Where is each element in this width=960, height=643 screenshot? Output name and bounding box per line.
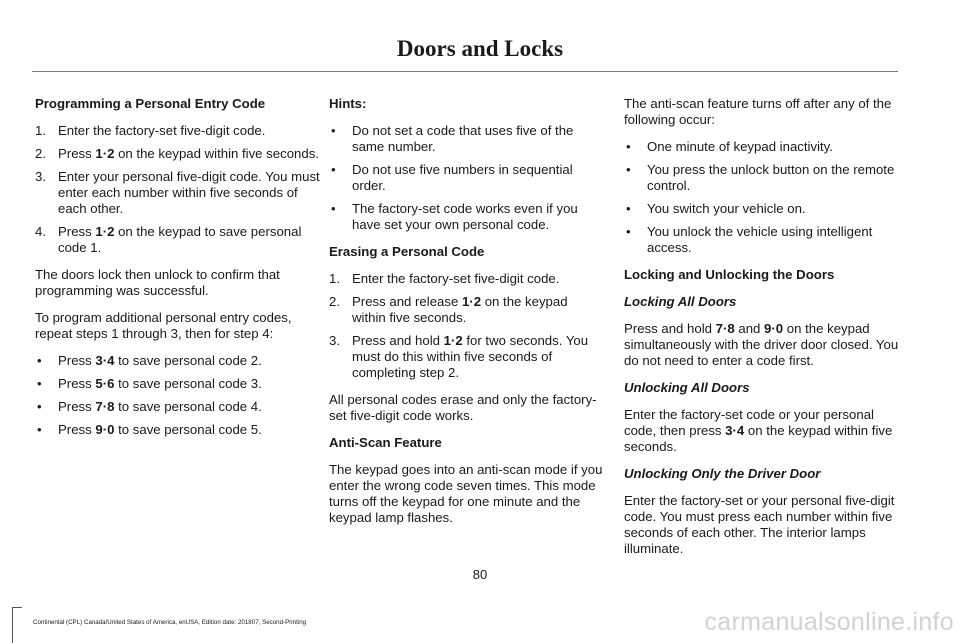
- text-run: on the keypad within five seconds.: [624, 423, 893, 454]
- programming-steps: [35, 123, 323, 256]
- list-item: [624, 139, 902, 155]
- list-item: [329, 201, 604, 233]
- text-run: on the keypad simultaneously with the driver door closed. You do not need to enter a code first.: [624, 321, 899, 368]
- text-run: You press the unlock button on the remote control.: [647, 162, 895, 193]
- paragraph-unlock-driver: Enter the factory-set or your personal five-digit code. You must press each number within five seconds of each other. The interior lamps illuminate.: [624, 493, 895, 556]
- bullet-icon: •: [37, 353, 42, 368]
- paragraph-erase-result: All personal codes erase and only the factory-set five-digit code works.: [329, 392, 597, 423]
- bullet-icon: •: [37, 376, 42, 391]
- key-label: 3·4: [95, 353, 115, 368]
- text-run: Press: [58, 353, 96, 368]
- key-label: 1·2: [443, 333, 463, 348]
- text-run: Press: [58, 422, 96, 437]
- step-number: 1.: [329, 271, 340, 286]
- list-item: [35, 123, 323, 139]
- list-item: [35, 146, 323, 162]
- key-label: 1·2: [95, 146, 115, 161]
- paragraph-unlock-all: [624, 407, 902, 455]
- text-run: Press and hold: [352, 333, 444, 348]
- bullet-icon: •: [626, 162, 631, 177]
- bullet-icon: •: [331, 201, 336, 216]
- text-run: Do not set a code that uses five of the same number.: [352, 123, 574, 154]
- text-run: Enter the factory-set five-digit code.: [58, 123, 266, 138]
- column-left: [35, 96, 323, 449]
- antiscan-off-list: [624, 139, 902, 256]
- erasing-steps: [329, 271, 604, 381]
- list-item: [624, 224, 902, 256]
- paragraph-antiscan-off: The anti-scan feature turns off after any of the following occur:: [624, 96, 892, 127]
- subheading-unlock-driver: Unlocking Only the Driver Door: [624, 466, 821, 481]
- bullet-icon: •: [331, 123, 336, 138]
- list-item: [329, 333, 604, 381]
- crop-mark-vertical: [12, 607, 13, 643]
- key-label: 7·8: [95, 399, 115, 414]
- text-run: Press: [58, 146, 96, 161]
- list-item: [624, 162, 902, 194]
- additional-codes-list: [35, 353, 323, 438]
- crop-mark-horizontal: [12, 607, 22, 608]
- column-middle: [329, 96, 604, 537]
- step-number: 2.: [35, 146, 46, 161]
- text-run: Press: [58, 399, 96, 414]
- text-run: Enter your personal five-digit code. You must enter each number within five seconds of each other.: [58, 169, 320, 216]
- page-title: Doors and Locks: [396, 36, 564, 61]
- bullet-icon: •: [626, 139, 631, 154]
- list-item: [329, 162, 604, 194]
- text-run: Enter the factory-set code or your personal code, then press: [624, 407, 874, 438]
- bullet-icon: •: [331, 162, 336, 177]
- step-number: 3.: [35, 169, 46, 184]
- step-number: 2.: [329, 294, 340, 309]
- text-run: One minute of keypad inactivity.: [647, 139, 833, 154]
- text-run: to save personal code 4.: [114, 399, 262, 414]
- key-label: 9·0: [764, 321, 784, 336]
- key-label: 1·2: [95, 224, 115, 239]
- section-heading-antiscan: Anti-Scan Feature: [329, 435, 442, 450]
- paragraph-confirm: The doors lock then unlock to confirm that programming was successful.: [35, 267, 280, 298]
- hints-list: [329, 123, 604, 233]
- text-run: Press: [58, 376, 96, 391]
- text-run: to save personal code 5.: [114, 422, 262, 437]
- key-label: 7·8: [715, 321, 735, 336]
- bullet-icon: •: [626, 224, 631, 239]
- list-item: [329, 123, 604, 155]
- step-number: 3.: [329, 333, 340, 348]
- section-heading-programming: Programming a Personal Entry Code: [35, 96, 266, 111]
- list-item: [35, 169, 323, 217]
- text-run: You switch your vehicle on.: [647, 201, 806, 216]
- paragraph-lock-all: [624, 321, 902, 369]
- watermark: carmanualsonline.info: [704, 608, 954, 636]
- text-run: for two seconds. You must do this within five seconds of completing step 2.: [352, 333, 589, 380]
- text-run: on the keypad within five seconds.: [352, 294, 568, 325]
- text-run: Do not use five numbers in sequential order.: [352, 162, 573, 193]
- text-run: Enter the factory-set five-digit code.: [352, 271, 560, 286]
- section-heading-locking: Locking and Unlocking the Doors: [624, 267, 835, 282]
- step-number: 1.: [35, 123, 46, 138]
- text-run: on the keypad within five seconds.: [114, 146, 319, 161]
- paragraph-antiscan: The keypad goes into an anti-scan mode if you enter the wrong code seven times. This mode turns off the keypad for one minute and the keypad lamp flashes.: [329, 462, 603, 525]
- text-run: to save personal code 2.: [114, 353, 262, 368]
- text-run: to save personal code 3.: [114, 376, 262, 391]
- bullet-icon: •: [37, 399, 42, 414]
- header-divider: [32, 71, 898, 72]
- list-item: [35, 376, 323, 392]
- text-run: and: [734, 321, 765, 336]
- key-label: 9·0: [95, 422, 115, 437]
- key-label: 3·4: [725, 423, 745, 438]
- subheading-unlock-all: Unlocking All Doors: [624, 380, 750, 395]
- text-run: Press: [58, 224, 96, 239]
- list-item: [35, 422, 323, 438]
- text-run: The factory-set code works even if you have set your own personal code.: [352, 201, 578, 232]
- page-number: 80: [472, 567, 488, 582]
- section-heading-hints: Hints:: [329, 96, 367, 111]
- text-run: You unlock the vehicle using intelligent access.: [647, 224, 873, 255]
- key-label: 1·2: [461, 294, 482, 309]
- key-label: 5·6: [95, 376, 115, 391]
- list-item: [329, 294, 604, 326]
- text-run: Press and hold: [624, 321, 716, 336]
- bullet-icon: •: [37, 422, 42, 437]
- section-heading-erasing: Erasing a Personal Code: [329, 244, 485, 259]
- step-number: 4.: [35, 224, 46, 239]
- subheading-lock-all: Locking All Doors: [624, 294, 737, 309]
- list-item: [35, 353, 323, 369]
- paragraph-additional-codes: To program additional personal entry codes, repeat steps 1 through 3, then for step 4:: [35, 310, 292, 341]
- list-item: [35, 224, 323, 256]
- list-item: [329, 271, 604, 287]
- text-run: Press and release: [352, 294, 462, 309]
- list-item: [624, 201, 902, 217]
- text-run: on the keypad to save personal code 1.: [58, 224, 302, 255]
- edition-footer: Continental (CPL) Canada/United States of America, enUSA, Edition date: 201807, Second-Printing: [33, 619, 307, 626]
- bullet-icon: •: [626, 201, 631, 216]
- list-item: [35, 399, 323, 415]
- column-right: [624, 96, 902, 568]
